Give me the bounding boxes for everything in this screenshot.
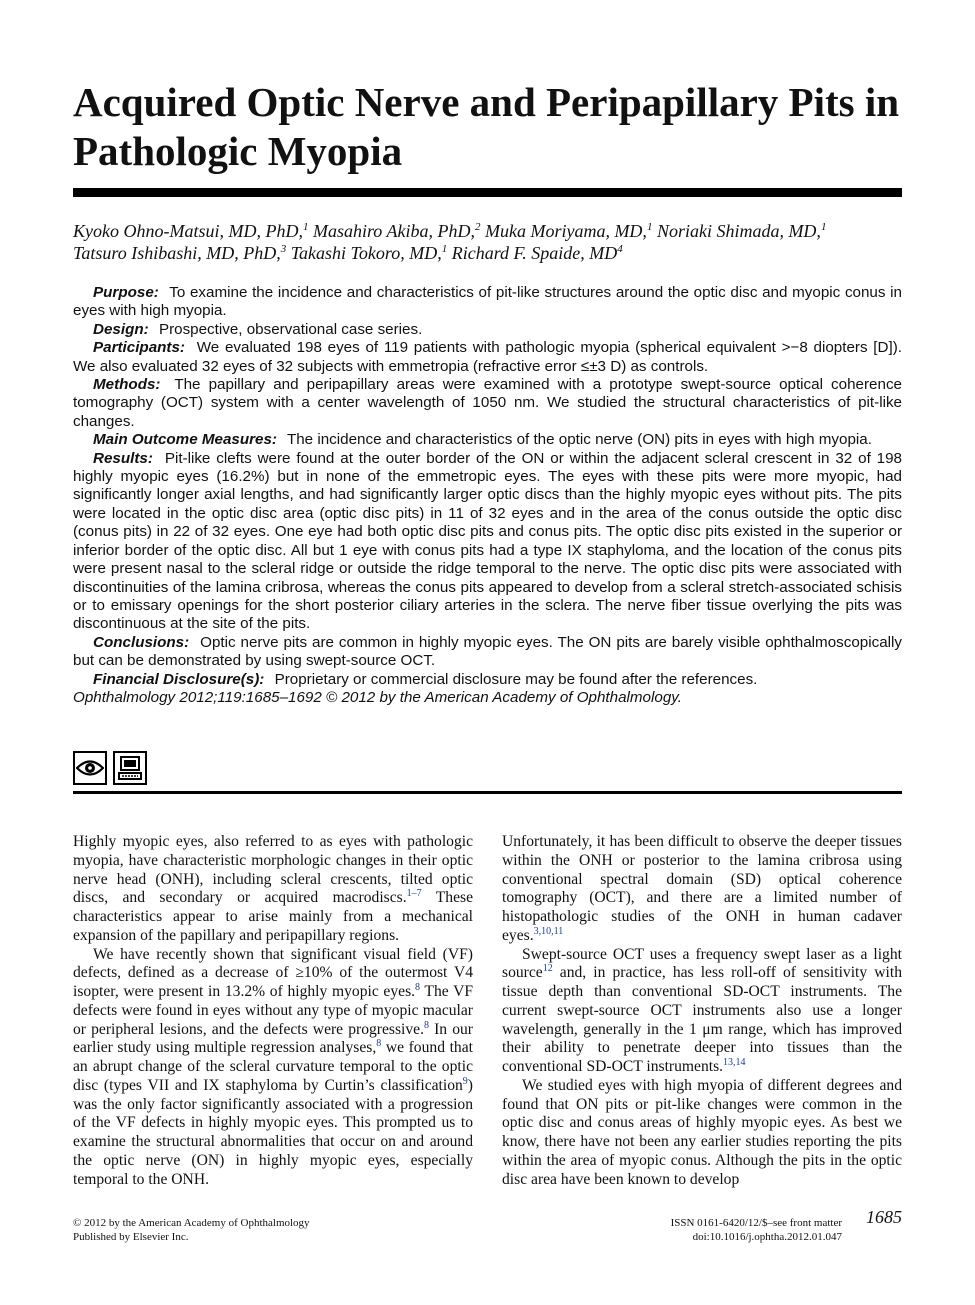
reference-link[interactable]: 12 bbox=[542, 963, 553, 975]
body-paragraph bbox=[502, 946, 902, 1077]
author-affiliation: 3 bbox=[280, 243, 287, 255]
author-affiliation: 1 bbox=[820, 221, 827, 233]
abstract-text: The papillary and peripapillary areas were examined with a prototype swept-source optical coherence tomography (OCT) system with a center wavelength of 1050 nm. We studied the structural characteristics of pit-like changes. bbox=[73, 376, 902, 430]
abstract-results bbox=[73, 450, 902, 634]
abstract-label: Financial Disclosure(s): bbox=[93, 670, 265, 688]
author: Richard F. Spaide, MD bbox=[451, 243, 618, 263]
abstract-label: Methods: bbox=[93, 376, 161, 394]
body-column-left bbox=[73, 833, 473, 1189]
body-text: we found that an abrupt change of the scleral curvature temporal to the optic disc (types VII and IX staphyloma by Curtin’s classification bbox=[73, 1039, 473, 1094]
author: Takashi Tokoro, MD, bbox=[290, 243, 442, 263]
abstract bbox=[73, 284, 902, 707]
author-affiliation: 1 bbox=[302, 221, 309, 233]
abstract-text: The incidence and characteristics of the optic nerve (ON) pits in eyes with high myopia. bbox=[286, 431, 872, 449]
abstract-label: Purpose: bbox=[93, 284, 159, 301]
section-rule bbox=[73, 791, 902, 794]
author-affiliation: 4 bbox=[617, 243, 623, 255]
body-text: These characteristics appear to arise mainly from a mechanical expansion of the papillary and peripapillary regions. bbox=[73, 889, 473, 944]
footer-left bbox=[73, 1216, 310, 1244]
body-text: Highly myopic eyes, also referred to as eyes with pathologic myopia, have characteristic morphologic changes in their optic nerve head (ONH), including scleral crescents, tilted optic discs, and secondary or acquired macrodiscs. bbox=[73, 833, 473, 907]
abstract-label: Participants: bbox=[93, 339, 185, 357]
author-affiliation: 2 bbox=[474, 221, 481, 233]
author: Masahiro Akiba, PhD, bbox=[312, 221, 475, 241]
abstract-text: To examine the incidence and characteristics of pit-like structures around the optic disc and myopic conus in eyes with high myopia. bbox=[73, 284, 902, 320]
reference-link[interactable]: 8 bbox=[376, 1038, 382, 1050]
abstract-design bbox=[73, 321, 902, 339]
body-paragraph bbox=[73, 946, 473, 1190]
computer-icon[interactable] bbox=[113, 751, 147, 785]
reference-link[interactable]: 8 bbox=[415, 981, 421, 993]
abstract-financial bbox=[73, 671, 902, 689]
abstract-text: We evaluated 198 eyes of 119 patients with pathologic myopia (spherical equivalent >−8 diopters [D]). We also evaluated 32 eyes of 32 subjects with emmetropia (refractive error ≤±3 D) as controls. bbox=[73, 339, 902, 375]
reference-link[interactable]: 9 bbox=[462, 1075, 468, 1087]
media-icons bbox=[73, 751, 147, 785]
body-text: Unfortunately, it has been difficult to observe the deeper tissues within the ONH or posterior to the lamina cribrosa using conventional spectral domain (SD) optical coherence tomography (OCT), and there are a limited number of histopathologic studies of the ONH in human cadaver eyes. bbox=[502, 833, 902, 944]
abstract-text: Optic nerve pits are common in highly myopic eyes. The ON pits are barely visible ophthalmoscopically but can be demonstrated by using swept-source OCT. bbox=[73, 633, 902, 670]
body-paragraph bbox=[502, 1077, 902, 1190]
body-text: In our earlier study using multiple regression analyses, bbox=[73, 1020, 474, 1057]
body-text: and, in practice, has less roll-off of sensitivity with tissue depth than conventional SD-OCT instruments. The current swept-source OCT instruments also use a longer wavelength, generally in the 1 μm range, which has improved their ability to penetrate deeper into tissues than the conventional SD-OCT instruments. bbox=[502, 964, 902, 1075]
publisher-line: Published by Elsevier Inc. bbox=[73, 1231, 189, 1243]
reference-link[interactable]: 1–7 bbox=[406, 888, 422, 900]
body-text: Swept-source OCT uses a frequency swept laser as a light source bbox=[502, 945, 902, 982]
abstract-text: Proprietary or commercial disclosure may be found after the references. bbox=[274, 670, 758, 688]
journal-citation: Ophthalmology 2012;119:1685–1692 © 2012 by the American Academy of Ophthalmology. bbox=[73, 688, 682, 706]
title-rule bbox=[73, 188, 902, 197]
body-text: We studied eyes with high myopia of different degrees and found that ON pits or pit-like changes were common in the optic disc and conus areas of highly myopic eyes. As best we know, there have not been any earlier studies reporting the pits within the area of myopic conus. Although the pits in the optic disc area have been known to develop bbox=[502, 1076, 902, 1188]
copyright-notice: © 2012 by the American Academy of Ophthalmology bbox=[73, 1217, 310, 1229]
reference-link[interactable]: 8 bbox=[424, 1019, 429, 1031]
abstract-main-outcome bbox=[73, 431, 902, 449]
author-affiliation: 1 bbox=[441, 243, 448, 255]
abstract-label: Results: bbox=[93, 449, 153, 467]
reference-link[interactable]: 13,14 bbox=[723, 1056, 746, 1068]
author: Tatsuro Ishibashi, MD, PhD, bbox=[73, 243, 281, 263]
reference-link[interactable]: 3,10,11 bbox=[533, 925, 564, 937]
body-text: We have recently shown that significant visual field (VF) defects, defined as a decrease of ≥10% of the outermost V4 isopter, were present in 13.2% of highly myopic eyes. bbox=[73, 945, 473, 1000]
body-text: ) was the only factor significantly associated with a progression of the VF defects in highly myopic eyes. This prompted us to examine the structural abnormalities that occur on and around the optic nerve (ON) in highly myopic eyes, especially temporal to the ONH. bbox=[73, 1076, 473, 1188]
doi-link[interactable]: doi:10.1016/j.ophtha.2012.01.047 bbox=[692, 1231, 842, 1243]
eye-icon[interactable] bbox=[73, 751, 107, 785]
abstract-text: Pit-like clefts were found at the outer border of the ON or within the adjacent scleral crescent in 32 of 198 highly myopic eyes (16.2%) but in none of the emmetropic eyes. The eyes with these pits were more myopic, had significantly longer axial lengths, and had significantly larger optic discs than the highly myopic eyes without pits. The pits were located in the optic disc area (optic disc pits) in 11 of 32 eyes and in the area of the conus outside the optic disc (conus pits) in 22 of 32 eyes. One eye had both optic disc pits and conus pits. The optic disc pits existed in the superior or inferior border of the optic disc. All but 1 eye with conus pits had a type IX staphyloma, and the location of the conus pits were present nasal to the scleral ridge or outside the ridge temporal to the nerve. The optic disc pits were associated with discontinuities of the lamina cribrosa, whereas the conus pits appeared to develop from a scleral stretch-associated schisis or to emissary openings for the short posterior ciliary arteries in the sclera. The nerve fiber tissue overlying the pits was discontinuous at the site of the pits. bbox=[73, 449, 902, 633]
abstract-participants bbox=[73, 339, 902, 376]
abstract-label: Conclusions: bbox=[93, 633, 190, 651]
page-number: 1685 bbox=[866, 1207, 902, 1227]
body-paragraph bbox=[73, 833, 473, 946]
author: Kyoko Ohno-Matsui, MD, PhD, bbox=[73, 221, 303, 241]
abstract-purpose bbox=[73, 284, 902, 321]
author-affiliation: 1 bbox=[646, 221, 653, 233]
issn-line: ISSN 0161-6420/12/$–see front matter bbox=[670, 1217, 842, 1229]
author: Muka Moriyama, MD, bbox=[484, 221, 647, 241]
abstract-text: Prospective, observational case series. bbox=[158, 320, 423, 338]
abstract-conclusions bbox=[73, 634, 902, 671]
author: Noriaki Shimada, MD, bbox=[656, 221, 821, 241]
body-column-right bbox=[502, 833, 902, 1189]
body-paragraph bbox=[502, 833, 902, 946]
author-list bbox=[73, 220, 903, 264]
article-title: Acquired Optic Nerve and Peripapillary Pits in Pathologic Myopia bbox=[73, 79, 900, 174]
abstract-label: Main Outcome Measures: bbox=[93, 431, 277, 449]
abstract-label: Design: bbox=[93, 320, 149, 338]
body-text: The VF defects were found in eyes without any type of myopic macular or peripheral lesions, and the defects were progressive. bbox=[73, 983, 474, 1038]
abstract-methods bbox=[73, 376, 902, 431]
